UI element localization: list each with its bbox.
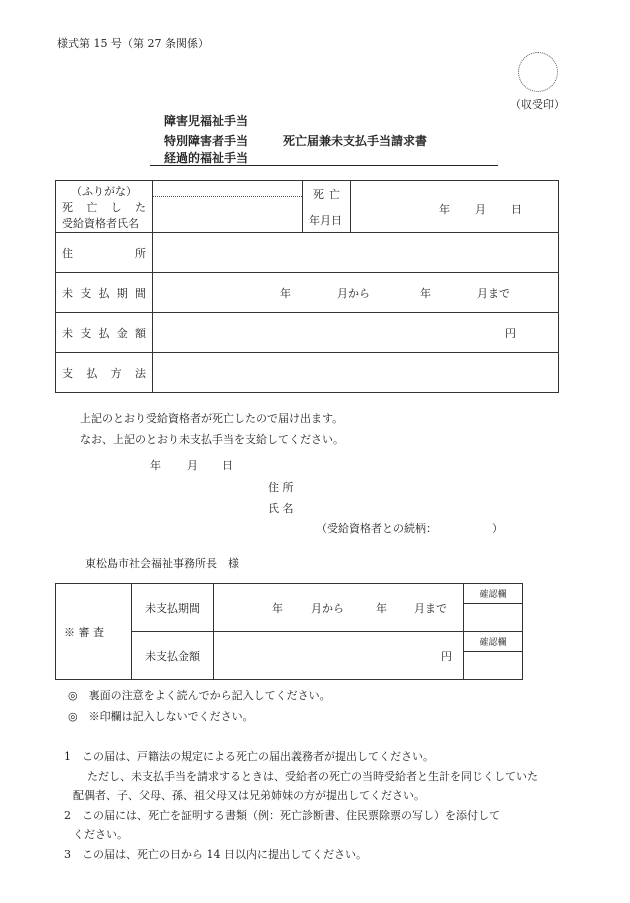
review-period-label-cell: [132, 584, 214, 632]
amount-char-2: 支: [80, 326, 92, 340]
payment-method-label: [62, 365, 146, 381]
address-char-1: 住: [62, 246, 73, 260]
method-char-2: 払: [86, 366, 98, 380]
instruction-3: 3 この届は、死亡の日から 14 日以内に提出してください。: [64, 848, 367, 861]
addressee: 東松島市社会福祉事務所長 様: [85, 557, 239, 570]
period-month-to: 月まで: [477, 287, 510, 300]
death-label: [309, 186, 344, 202]
main-form-table: [55, 180, 559, 393]
declaration-year: 年: [150, 459, 161, 472]
period-char-5: 間: [135, 286, 146, 300]
review-amount-label: 未支払金額: [145, 649, 200, 663]
death-date-field[interactable]: [351, 181, 559, 233]
applicant-name-label: 氏 名: [268, 502, 294, 515]
period-year-to: 年: [420, 287, 431, 300]
stamp-caption: （収受印）: [510, 98, 565, 111]
confirm-header-1: [464, 584, 523, 604]
amount-char-5: 額: [135, 326, 146, 340]
death-date-label-cell: [303, 181, 351, 233]
method-char-4: 法: [134, 366, 146, 380]
unpaid-period-label: [62, 285, 146, 301]
deceased-label: [62, 199, 146, 215]
period-month-from: 月から: [337, 287, 370, 300]
allowance-1: 障害児福祉手当: [164, 114, 249, 128]
address-field[interactable]: [153, 233, 559, 273]
period-char-2: 支: [80, 286, 92, 300]
death-year: 年: [439, 203, 450, 216]
note-2: ◎ ※印欄は記入しないでください。: [68, 710, 254, 723]
address-label-cell: [56, 233, 153, 273]
confirm-header-2: [464, 632, 523, 652]
declaration-line-2: なお、上記のとおり未支払手当を支給してください。: [80, 433, 344, 446]
review-period-field[interactable]: [214, 584, 464, 632]
form-title: 死亡届兼未支払手当請求書: [283, 134, 428, 148]
amount-char-1: 未: [62, 326, 73, 340]
title-underline: [150, 165, 498, 166]
period-year-from: 年: [280, 287, 291, 300]
review-month-from: 月から: [311, 602, 344, 615]
confirm-box-1[interactable]: [464, 604, 523, 632]
confirm-label-2: 確認欄: [479, 638, 507, 648]
allowance-3: 経過的福祉手当: [164, 151, 249, 165]
allowance-2: 特別障害者手当: [164, 134, 249, 148]
death-day: 日: [511, 203, 522, 216]
period-char-3: 払: [98, 286, 110, 300]
furigana-divider: [153, 196, 302, 197]
review-table: [55, 583, 523, 680]
declaration-day: 日: [222, 459, 233, 472]
furigana-label: （ふりがな）: [71, 184, 137, 198]
instruction-2b: ください。: [73, 828, 128, 841]
review-amount-label-cell: [132, 632, 214, 680]
declaration-line-1: 上記のとおり受給資格者が死亡したので届け出ます。: [80, 412, 344, 425]
unpaid-amount-label: [62, 325, 146, 341]
amount-char-4: 金: [116, 326, 128, 340]
deceased-char-3: し: [110, 200, 122, 214]
applicant-address-label: 住 所: [268, 481, 294, 494]
amount-char-3: 払: [98, 326, 110, 340]
form-number: 様式第 15 号（第 27 条関係）: [57, 37, 209, 50]
method-char-3: 方: [110, 366, 122, 380]
period-char-1: 未: [62, 286, 73, 300]
address-label: [62, 245, 146, 261]
death-month: 月: [475, 203, 486, 216]
review-yen: 円: [441, 650, 452, 663]
death-label-2: 年月日: [309, 213, 342, 227]
relation-close: ）: [492, 522, 503, 535]
deceased-char-1: 死: [62, 200, 73, 214]
recipient-name-label: 受給資格者氏名: [62, 216, 139, 230]
payment-method-label-cell: [56, 353, 153, 393]
period-char-4: 期: [116, 286, 128, 300]
relation-label: （受給資格者との続柄：: [316, 522, 437, 535]
confirm-box-2[interactable]: [464, 652, 523, 680]
address-char-2: 所: [135, 246, 146, 260]
unpaid-amount-label-cell: [56, 313, 153, 353]
review-period-label: 未支払期間: [145, 601, 200, 615]
deceased-char-2: 亡: [86, 200, 98, 214]
receipt-stamp-circle: [518, 52, 558, 92]
review-year-from: 年: [272, 602, 283, 615]
review-label: ※ 審 査: [64, 625, 104, 639]
review-month-to: 月まで: [414, 602, 447, 615]
death-char-2: 亡: [329, 187, 340, 201]
review-amount-field[interactable]: [214, 632, 464, 680]
unpaid-amount-field[interactable]: [153, 313, 559, 353]
declaration-month: 月: [187, 459, 198, 472]
amount-yen: 円: [505, 327, 516, 340]
instruction-1c: 配偶者、子、父母、孫、祖父母又は兄弟姉妹の方が提出してください。: [73, 789, 425, 802]
deceased-name-label-cell: [56, 181, 153, 233]
method-char-1: 支: [62, 366, 73, 380]
review-label-cell: [56, 584, 132, 680]
death-char-1: 死: [313, 187, 324, 201]
payment-method-field[interactable]: [153, 353, 559, 393]
confirm-label-1: 確認欄: [479, 590, 507, 600]
deceased-name-field[interactable]: [153, 181, 303, 233]
instruction-2a: 2 この届には、死亡を証明する書類（例：死亡診断書、住民票除票の写し）を添付して: [64, 809, 500, 822]
unpaid-period-label-cell: [56, 273, 153, 313]
instruction-1a: 1 この届は、戸籍法の規定による死亡の届出義務者が提出してください。: [64, 750, 434, 763]
instruction-1b: ただし、未支払手当を請求するときは、受給者の死亡の当時受給者と生計を同じくしていた: [87, 770, 538, 783]
deceased-char-4: た: [134, 200, 146, 214]
review-year-to: 年: [376, 602, 387, 615]
unpaid-period-field[interactable]: [153, 273, 559, 313]
note-1: ◎ 裏面の注意をよく読んでから記入してください。: [68, 689, 331, 702]
